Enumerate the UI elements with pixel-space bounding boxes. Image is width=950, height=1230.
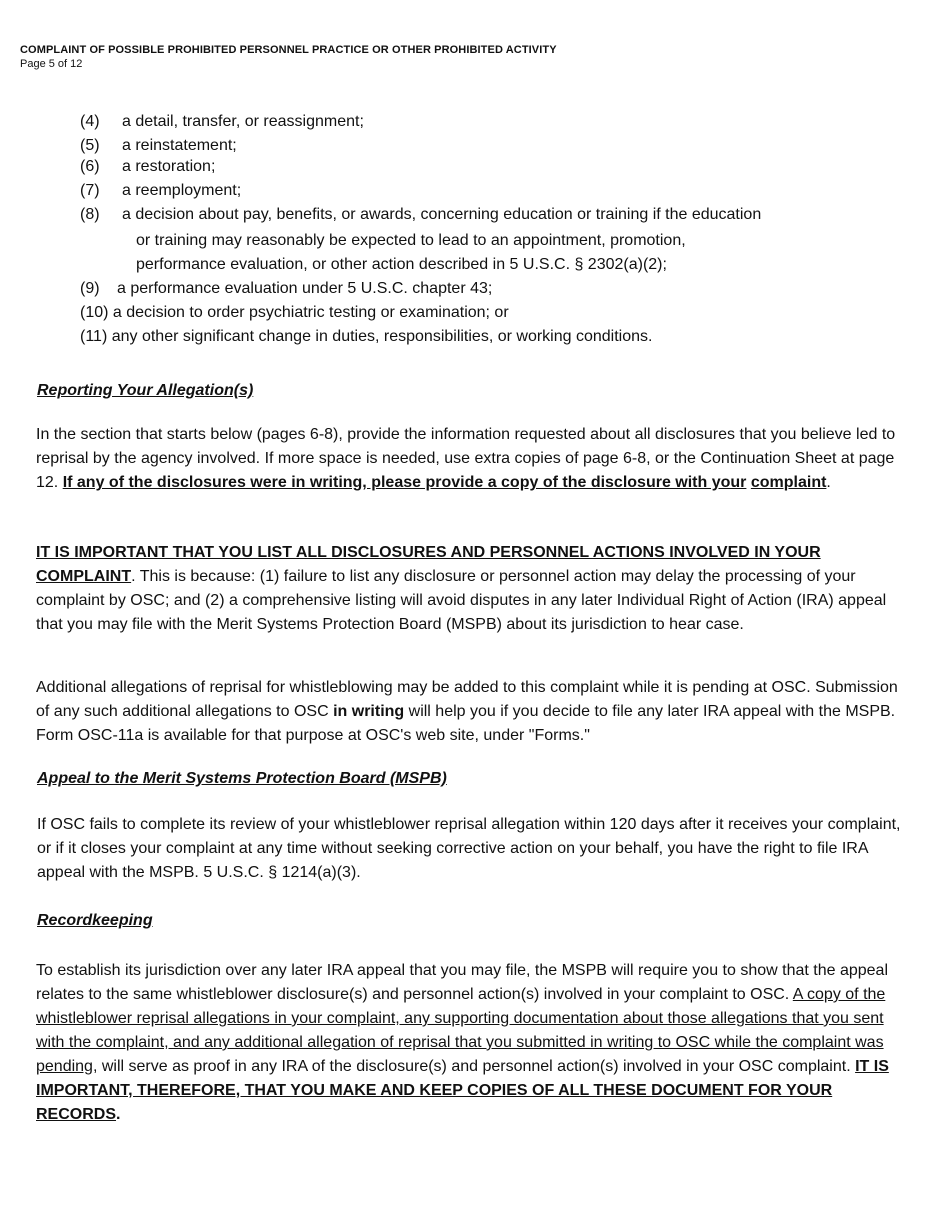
form-title: COMPLAINT OF POSSIBLE PROHIBITED PERSONNEL PRACTICE OR OTHER PROHIBITED ACTIVITY — [20, 44, 557, 56]
list-item-continuation: performance evaluation, or other action described in 5 U.S.C. § 2302(a)(2); — [136, 256, 667, 273]
reporting-paragraph-2: IT IS IMPORTANT THAT YOU LIST ALL DISCLOSURES AND PERSONNEL ACTIONS INVOLVED IN YOUR COMPLAINT. This is because: (1) failure to list any disclosure or personnel action may delay the processing of your complaint by OSC; and (2) a comprehensive listing will avoid disputes in any later Individual Right of Action (IRA) appeal that you may file with the Merit Systems Protection Board (MSPB) about its jurisdiction to hear case. — [36, 544, 887, 633]
list-item: (6) a restoration; — [80, 158, 216, 175]
list-item: (10) a decision to order psychiatric testing or examination; or — [80, 304, 509, 321]
section-heading-recordkeeping: Recordkeeping — [37, 912, 153, 929]
list-item: (4) a detail, transfer, or reassignment; — [80, 113, 364, 130]
recordkeeping-paragraph: To establish its jurisdiction over any later IRA appeal that you may file, the MSPB will require you to show that the appeal relates to the same whistleblower disclosure(s) and personnel action(s) involved in your complaint to OSC. A copy of the whistleblower reprisal allegations in your complaint, any supporting documentation about those allegations that you sent with the complaint, and any additional allegation of reprisal that you submitted in writing to OSC while the complaint was pending, will serve as proof in any IRA of the disclosure(s) and personnel action(s) involved in your OSC complaint. IT IS IMPORTANT, THEREFORE, THAT YOU MAKE AND KEEP COPIES OF ALL THESE DOCUMENT FOR YOUR RECORDS. — [36, 962, 889, 1123]
section-heading-appeal: Appeal to the Merit Systems Protection Board (MSPB) — [37, 770, 447, 787]
page-header — [20, 43, 557, 71]
list-item: (7) a reemployment; — [80, 182, 242, 199]
page-number: Page 5 of 12 — [20, 58, 83, 70]
list-item: (9) a performance evaluation under 5 U.S.C. chapter 43; — [80, 280, 493, 297]
reporting-paragraph-1: In the section that starts below (pages 6-8), provide the information requested about all disclosures that you believe led to reprisal by the agency involved. If more space is needed, use extra copies of page 6-8, or the Continuation Sheet at page 12. If any of the disclosures were in writing, please provide a copy of the disclosure with your complaint. — [36, 426, 896, 491]
section-heading-reporting: Reporting Your Allegation(s) — [37, 382, 254, 399]
list-item-continuation: or training may reasonably be expected to lead to an appointment, promotion, — [136, 232, 686, 249]
list-item: (8) a decision about pay, benefits, or awards, concerning education or training if the education — [80, 206, 762, 223]
list-item: (5) a reinstatement; — [80, 137, 237, 154]
appeal-paragraph: If OSC fails to complete its review of your whistleblower reprisal allegation within 120 days after it receives your complaint, or if it closes your complaint at any time without seeking corrective action on your behalf, you have the right to file IRA appeal with the MSPB. 5 U.S.C. § 1214(a)(3). — [37, 816, 901, 881]
reporting-paragraph-3: Additional allegations of reprisal for whistleblowing may be added to this complaint while it is pending at OSC. Submission of any such additional allegations to OSC in writing will help you if you decide to file any later IRA appeal with the MSPB. Form OSC-11a is available for that purpose at OSC's web site, under "Forms." — [36, 679, 898, 744]
list-item: (11) any other significant change in duties, responsibilities, or working conditions. — [80, 328, 653, 345]
